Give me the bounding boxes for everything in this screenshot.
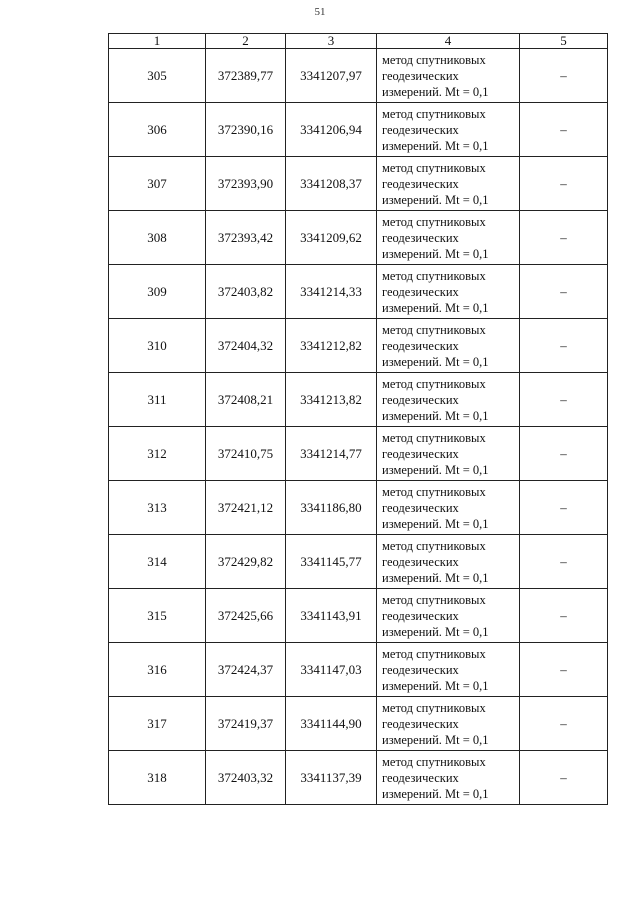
method-cell [377,481,520,535]
point-number-cell: 310 [109,319,206,373]
table-row [109,535,608,589]
x-coordinate-cell: 372424,37 [206,643,286,697]
point-number-cell: 317 [109,697,206,751]
note-cell: – [520,211,608,265]
method-cell [377,535,520,589]
method-line: метод спутниковых [382,430,486,445]
point-number-cell: 309 [109,265,206,319]
method-line: геодезических [382,392,459,407]
note-cell: – [520,103,608,157]
note-cell: – [520,319,608,373]
table-row [109,427,608,481]
method-line: измерений. Mt = 0,1 [382,516,489,531]
table-row [109,319,608,373]
point-number-cell: 308 [109,211,206,265]
method-line: геодезических [382,284,459,299]
note-cell: – [520,697,608,751]
method-line: метод спутниковых [382,700,486,715]
method-cell [377,751,520,805]
method-line: геодезических [382,662,459,677]
table-row [109,211,608,265]
method-line: геодезических [382,338,459,353]
x-coordinate-cell: 372393,42 [206,211,286,265]
header-col-3: 3 [286,34,377,49]
point-number-cell: 307 [109,157,206,211]
method-line: метод спутниковых [382,376,486,391]
x-coordinate-cell: 372403,82 [206,265,286,319]
x-coordinate-cell: 372403,32 [206,751,286,805]
method-line: измерений. Mt = 0,1 [382,246,489,261]
note-cell: – [520,589,608,643]
y-coordinate-cell: 3341214,33 [286,265,377,319]
method-line: геодезических [382,230,459,245]
table-row [109,589,608,643]
method-cell [377,427,520,481]
method-line: геодезических [382,68,459,83]
x-coordinate-cell: 372419,37 [206,697,286,751]
note-cell: – [520,643,608,697]
table-row [109,643,608,697]
method-line: метод спутниковых [382,160,486,175]
method-line: измерений. Mt = 0,1 [382,786,489,801]
method-line: геодезических [382,176,459,191]
method-cell [377,49,520,103]
method-line: геодезических [382,122,459,137]
y-coordinate-cell: 3341212,82 [286,319,377,373]
method-cell [377,265,520,319]
note-cell: – [520,535,608,589]
method-line: измерений. Mt = 0,1 [382,192,489,207]
method-line: метод спутниковых [382,754,486,769]
method-line: измерений. Mt = 0,1 [382,624,489,639]
y-coordinate-cell: 3341214,77 [286,427,377,481]
method-cell [377,589,520,643]
method-line: геодезических [382,716,459,731]
point-number-cell: 315 [109,589,206,643]
method-cell [377,211,520,265]
note-cell: – [520,373,608,427]
method-cell [377,319,520,373]
x-coordinate-cell: 372408,21 [206,373,286,427]
method-line: метод спутниковых [382,106,486,121]
method-line: измерений. Mt = 0,1 [382,678,489,693]
x-coordinate-cell: 372404,32 [206,319,286,373]
y-coordinate-cell: 3341143,91 [286,589,377,643]
method-line: метод спутниковых [382,268,486,283]
point-number-cell: 311 [109,373,206,427]
header-col-1: 1 [109,34,206,49]
method-line: метод спутниковых [382,214,486,229]
note-cell: – [520,427,608,481]
y-coordinate-cell: 3341208,37 [286,157,377,211]
table-row [109,373,608,427]
y-coordinate-cell: 3341145,77 [286,535,377,589]
method-line: измерений. Mt = 0,1 [382,300,489,315]
table-row [109,751,608,805]
method-line: измерений. Mt = 0,1 [382,570,489,585]
y-coordinate-cell: 3341207,97 [286,49,377,103]
note-cell: – [520,481,608,535]
note-cell: – [520,49,608,103]
coordinates-table [108,33,608,805]
y-coordinate-cell: 3341186,80 [286,481,377,535]
header-col-5: 5 [520,34,608,49]
method-line: геодезических [382,554,459,569]
table-row [109,157,608,211]
table-row [109,697,608,751]
x-coordinate-cell: 372429,82 [206,535,286,589]
method-line: метод спутниковых [382,484,486,499]
point-number-cell: 313 [109,481,206,535]
method-line: геодезических [382,446,459,461]
point-number-cell: 305 [109,49,206,103]
method-line: измерений. Mt = 0,1 [382,408,489,423]
x-coordinate-cell: 372393,90 [206,157,286,211]
method-line: измерений. Mt = 0,1 [382,462,489,477]
method-line: геодезических [382,608,459,623]
y-coordinate-cell: 3341209,62 [286,211,377,265]
x-coordinate-cell: 372389,77 [206,49,286,103]
y-coordinate-cell: 3341213,82 [286,373,377,427]
method-cell [377,697,520,751]
method-line: метод спутниковых [382,322,486,337]
method-line: метод спутниковых [382,538,486,553]
method-line: измерений. Mt = 0,1 [382,354,489,369]
header-row [109,34,608,49]
point-number-cell: 314 [109,535,206,589]
note-cell: – [520,157,608,211]
y-coordinate-cell: 3341206,94 [286,103,377,157]
method-cell [377,103,520,157]
point-number-cell: 316 [109,643,206,697]
table-row [109,481,608,535]
method-cell [377,643,520,697]
point-number-cell: 312 [109,427,206,481]
x-coordinate-cell: 372421,12 [206,481,286,535]
method-line: измерений. Mt = 0,1 [382,84,489,99]
header-col-4: 4 [377,34,520,49]
x-coordinate-cell: 372425,66 [206,589,286,643]
x-coordinate-cell: 372410,75 [206,427,286,481]
method-cell [377,157,520,211]
x-coordinate-cell: 372390,16 [206,103,286,157]
method-line: метод спутниковых [382,592,486,607]
method-line: геодезических [382,500,459,515]
method-line: измерений. Mt = 0,1 [382,732,489,747]
table-body [109,49,608,805]
note-cell: – [520,751,608,805]
y-coordinate-cell: 3341137,39 [286,751,377,805]
y-coordinate-cell: 3341147,03 [286,643,377,697]
point-number-cell: 318 [109,751,206,805]
table-row [109,265,608,319]
note-cell: – [520,265,608,319]
table-row [109,49,608,103]
point-number-cell: 306 [109,103,206,157]
method-cell [377,373,520,427]
method-line: метод спутниковых [382,52,486,67]
method-line: метод спутниковых [382,646,486,661]
table-row [109,103,608,157]
y-coordinate-cell: 3341144,90 [286,697,377,751]
header-col-2: 2 [206,34,286,49]
page-number: 51 [314,6,326,18]
method-line: геодезических [382,770,459,785]
method-line: измерений. Mt = 0,1 [382,138,489,153]
